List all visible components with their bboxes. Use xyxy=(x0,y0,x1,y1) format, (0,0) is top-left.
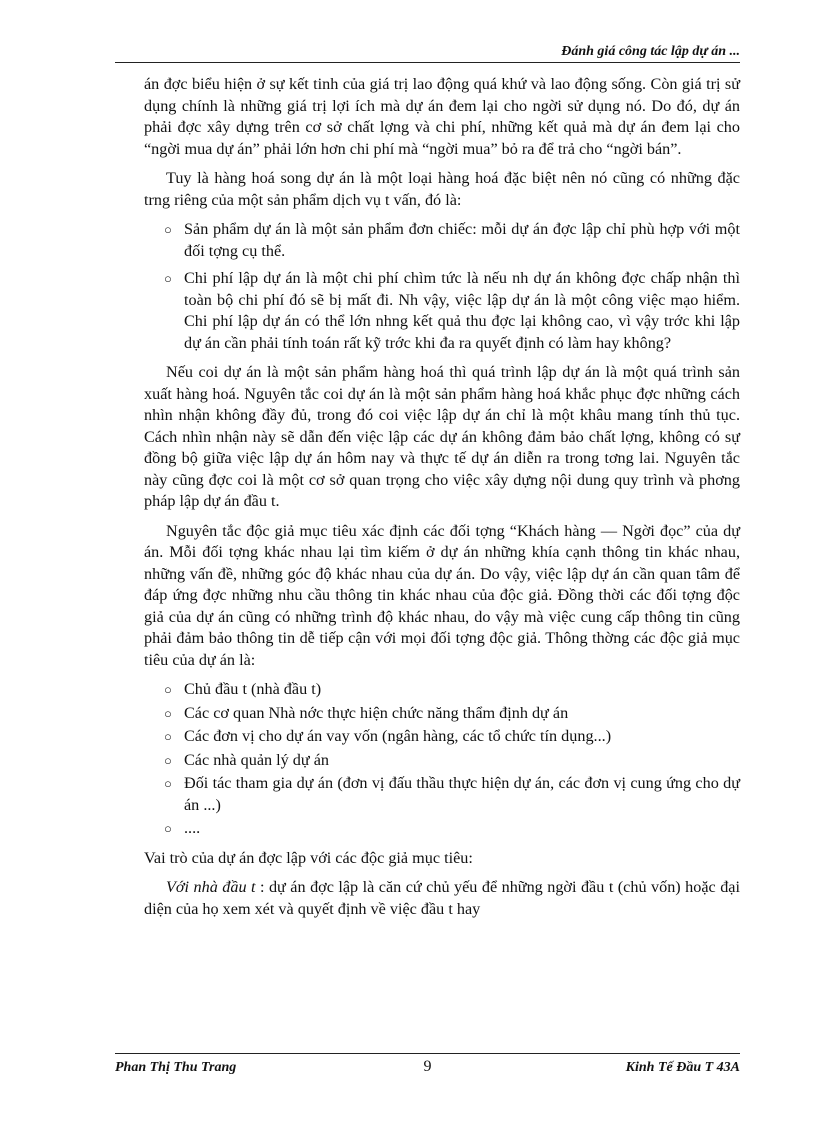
circle-bullet-icon: ○ xyxy=(164,682,172,697)
list-item xyxy=(144,679,740,701)
page-content xyxy=(144,74,740,928)
header-title: Đánh giá công tác lập dự án ... xyxy=(561,44,740,59)
circle-bullet-icon: ○ xyxy=(164,821,172,836)
page-number: 9 xyxy=(423,1058,432,1075)
circle-bullet-icon: ○ xyxy=(164,271,172,286)
target-readers-list xyxy=(144,679,740,840)
list-item-text: Các nhà quản lý dự án xyxy=(184,750,329,769)
paragraph-6 xyxy=(144,877,740,920)
circle-bullet-icon: ○ xyxy=(164,776,172,791)
list-item xyxy=(144,726,740,748)
page-header xyxy=(115,34,740,63)
list-item-text: Chủ đầu t (nhà đầu t) xyxy=(184,680,322,698)
footer-class: Kinh Tế Đầu T 43A xyxy=(625,1060,740,1075)
paragraph-1: án đợc biểu hiện ở sự kết tinh của giá trị lao động quá khứ và lao động sống. Còn giá trị sử dụng chính là những giá trị lợi ích mà dự án đem lại cho ngời sử dụng nó. Do đó, dự án phải đợc xây dựng trên cơ sở chất lợng và chi phí, những kết quả mà dự án đem lại cho “ngời mua dự án” phải lớn hơn chi phí mà “ngời mua” bỏ ra để trả cho “ngời bán”. xyxy=(144,75,740,158)
list-item xyxy=(144,750,740,772)
circle-bullet-icon: ○ xyxy=(164,729,172,744)
product-features-list xyxy=(144,219,740,354)
paragraph-5: Vai trò của dự án đợc lập với các độc giả mục tiêu: xyxy=(144,848,473,867)
paragraph-3: Nếu coi dự án là một sản phẩm hàng hoá thì quá trình lập dự án là một quá trình sản xuất hàng hoá. Nguyên tắc coi dự án là một sản phẩm hàng hoá khắc phục đợc những cách nhìn nhận không đầy đủ, trong đó coi việc lập dự án chỉ là một khâu mang tính thủ tục. Cách nhìn nhận này sẽ dẫn đến việc lập các dự án không đảm bảo chất lợng, không có sự đồng bộ giữa việc lập dự án hôm nay và thực tế dự án diễn ra trong tơng lai. Nguyên tắc này cũng đợc coi là một cơ sở quan trọng cho việc xây dựng nội dung quy trình và phơng pháp lập dự án đầu t. xyxy=(144,363,740,510)
list-item xyxy=(144,818,740,840)
page-footer xyxy=(115,1053,740,1084)
list-item xyxy=(144,773,740,816)
paragraph-2: Tuy là hàng hoá song dự án là một loại hàng hoá đặc biệt nên nó cũng có những đặc trng riêng của một sản phẩm dịch vụ t vấn, đó là: xyxy=(144,169,740,209)
list-item-text: Các cơ quan Nhà nớc thực hiện chức năng thẩm định dự án xyxy=(184,703,569,722)
circle-bullet-icon: ○ xyxy=(164,222,172,237)
footer-author: Phan Thị Thu Trang xyxy=(115,1060,237,1075)
list-item xyxy=(144,268,740,354)
paragraph-6-text: : dự án đợc lập là căn cứ chủ yếu để những ngời đầu t (chủ vốn) hoặc đại diện của họ xem xét và quyết định về việc đầu t hay xyxy=(144,878,740,918)
paragraph-4: Nguyên tắc độc giả mục tiêu xác định các đối tợng “Khách hàng — Ngời đọc” của dự án. Mỗi đối tợng khác nhau lại tìm kiếm ở dự án những khía cạnh thông tin khác nhau, những vấn đề, những góc độ khác nhau của dự án. Do vậy, việc lập dự án cần quan tâm để đáp ứng đợc những nhu cầu thông tin khác nhau của độc giả. Đồng thời các đối tợng độc giả của dự án cũng có những trình độ khác nhau, do vậy mà việc cung cấp thông tin cũng phải đảm bảo thông tin dễ tiếp cận với mọi đối tợng độc giả. Thông thờng các độc giả mục tiêu của dự án là: xyxy=(144,521,740,669)
list-item-text: Đối tác tham gia dự án (đơn vị đấu thầu thực hiện dự án, các đơn vị cung ứng cho dự án ...) xyxy=(184,774,740,814)
list-item xyxy=(144,219,740,262)
circle-bullet-icon: ○ xyxy=(164,752,172,768)
list-item-text: Chi phí lập dự án là một chi phí chìm tức là nếu nh dự án không đợc chấp nhận thì toàn bộ chi phí đó sẽ bị mất đi. Nh vậy, việc lập dự án là một công việc mạo hiểm. Chi phí lập dự án có thể lớn nhng kết quả thu đợc lại không cao, vì vậy trớc khi lập dự án cần phải tính toán rất kỹ trớc khi đa ra quyết định có làm hay không? xyxy=(184,269,740,352)
list-item-text: Các đơn vị cho dự án vay vốn (ngân hàng, các tổ chức tín dụng...) xyxy=(184,727,612,745)
list-item-text: Sản phẩm dự án là một sản phẩm đơn chiếc: mỗi dự án đợc lập chỉ phù hợp với một đối tợng cụ thể. xyxy=(184,220,740,260)
list-item-text: .... xyxy=(184,819,201,837)
paragraph-6-lead: Với nhà đầu t xyxy=(166,878,256,896)
list-item xyxy=(144,703,740,725)
circle-bullet-icon: ○ xyxy=(164,705,172,721)
